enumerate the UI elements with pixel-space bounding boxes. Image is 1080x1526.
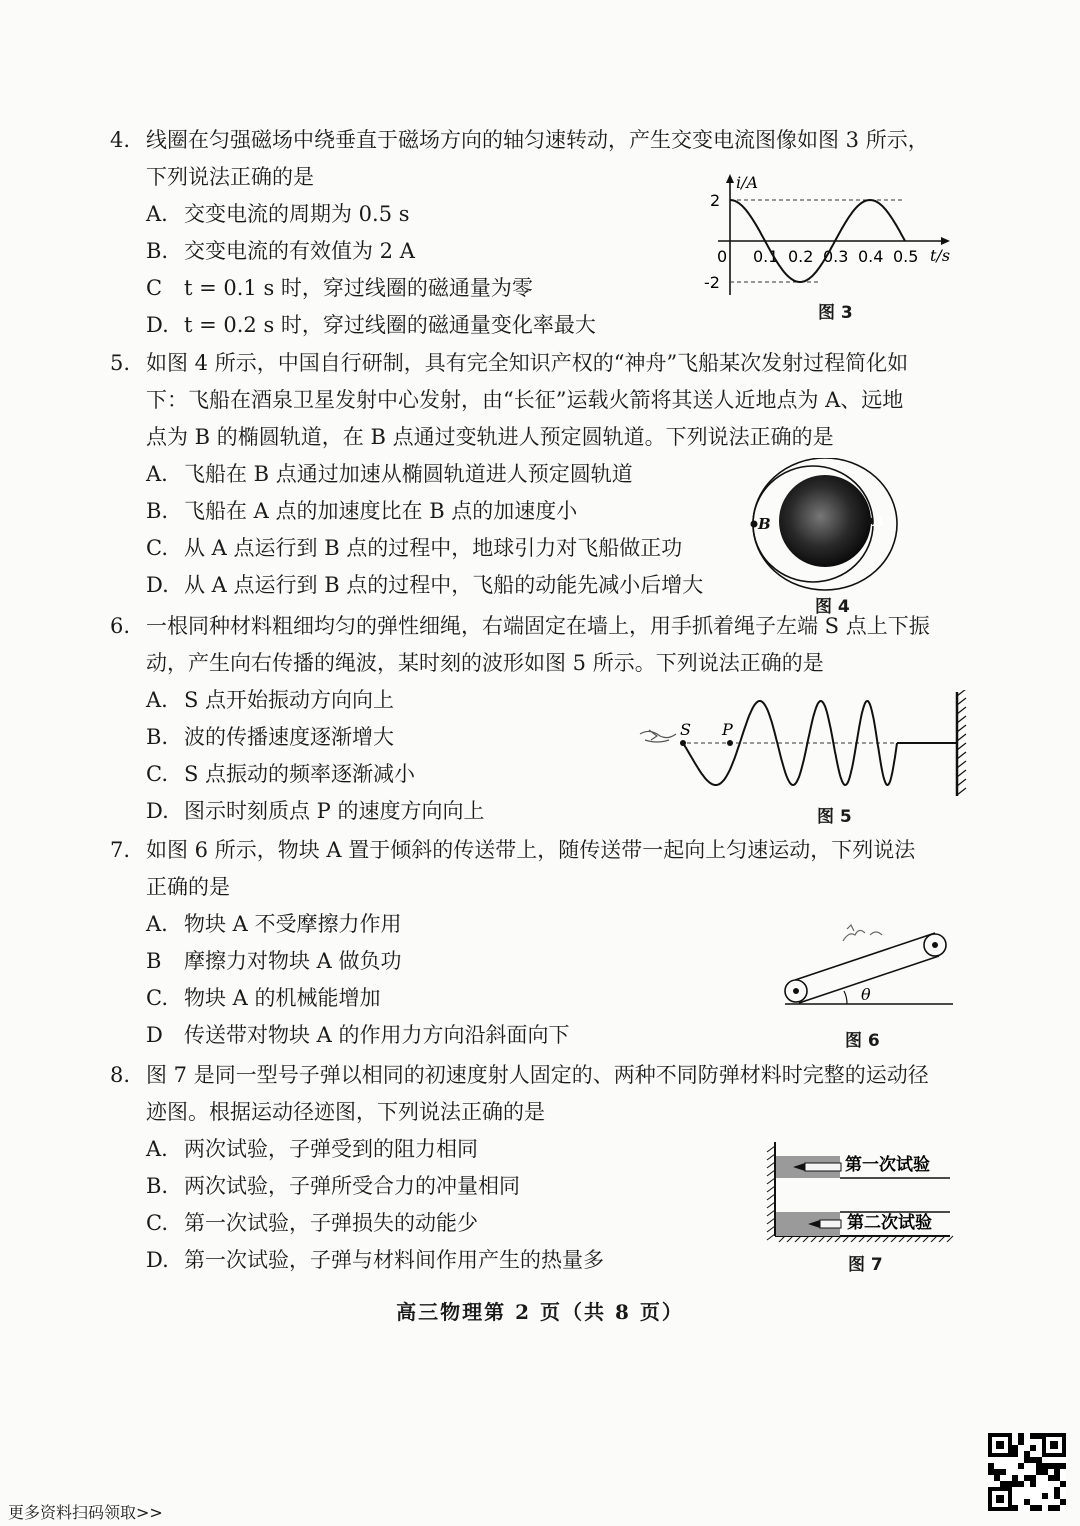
option-b[interactable] xyxy=(146,1168,520,1205)
angle-arc xyxy=(844,991,847,1004)
option-label: C. xyxy=(146,986,168,1010)
qr-cell xyxy=(1012,1451,1018,1457)
option-text: 第一次试验，子弹与材料间作用产生的热量多 xyxy=(184,1248,604,1272)
wall-hatching xyxy=(957,690,966,795)
hatch-line xyxy=(957,788,966,795)
qr-cell xyxy=(1024,1457,1030,1463)
x-tick-label: 0.4 xyxy=(858,247,884,266)
hatch-line xyxy=(957,707,966,714)
figure-3-caption: 图 3 xyxy=(818,303,853,323)
qr-cell xyxy=(1048,1475,1054,1481)
question-stem-line: 迹图。根据运动径迹图，下列说法正确的是 xyxy=(146,1100,545,1124)
hatch-line xyxy=(957,725,966,732)
point-p-dot xyxy=(727,740,733,746)
option-text: 飞船在 B 点通过加速从椭圆轨道进人预定圆轨道 xyxy=(184,462,633,486)
option-text: t = 0.2 s 时，穿过线圈的磁通量变化率最大 xyxy=(184,313,596,337)
option-a[interactable] xyxy=(146,682,394,719)
hatch-line xyxy=(767,1218,775,1224)
figure-7-caption: 图 7 xyxy=(848,1255,883,1275)
material-2-track xyxy=(820,1220,841,1228)
option-d[interactable] xyxy=(146,793,484,830)
hatch-line xyxy=(957,779,966,786)
option-text: 飞船在 A 点的加速度比在 B 点的加速度小 xyxy=(184,499,578,523)
option-label: D. xyxy=(146,1248,169,1272)
qr-cell xyxy=(1024,1499,1030,1505)
option-text: 传送带对物块 A 的作用力方向沿斜面向下 xyxy=(184,1023,570,1047)
x-axis-label: t/s xyxy=(930,246,951,265)
question-stem-line: 图 7 是同一型号子弹以相同的初速度射人固定的、两种不同防弹材料时完整的运动径 xyxy=(146,1063,929,1087)
option-text: 交变电流的有效值为 2 A xyxy=(184,239,415,263)
label-b: B xyxy=(758,515,771,533)
hatch-line xyxy=(767,1178,775,1184)
question-stem-line: 一根同种材料粗细均匀的弹性细绳，右端固定在墙上，用手抓着绳子左端 S 点上下振 xyxy=(146,614,930,638)
option-text: 交变电流的周期为 0.5 s xyxy=(184,202,410,226)
hatch-line xyxy=(957,743,966,750)
qr-cell xyxy=(1042,1493,1048,1499)
y-tick-label: -2 xyxy=(704,273,720,292)
option-label: A. xyxy=(146,912,168,936)
qr-cell xyxy=(1054,1475,1060,1481)
option-text: 图示时刻质点 P 的速度方向向上 xyxy=(184,799,485,823)
figure-6-conveyor-belt xyxy=(775,915,960,1015)
question-stem-line: 正确的是 xyxy=(146,875,230,899)
qr-cell xyxy=(1012,1505,1018,1511)
qr-cell xyxy=(1024,1475,1030,1481)
x-tick-label: 0 xyxy=(717,247,728,266)
hand-sketch xyxy=(640,730,676,742)
figure-7-bullet-tracks xyxy=(765,1138,955,1243)
qr-cell xyxy=(1054,1463,1060,1469)
question-stem-line: 点为 B 的椭圆轨道，在 B 点通过变轨进人预定圆轨道。下列说法正确的是 xyxy=(146,425,834,449)
y-axis-arrow xyxy=(726,174,734,183)
option-text: 摩擦力对物块 A 做负功 xyxy=(184,949,402,973)
hatch-line xyxy=(957,698,966,705)
hatch-line xyxy=(767,1234,775,1240)
angle-label: θ xyxy=(861,985,871,1004)
x-tick-label: 0.3 xyxy=(823,247,849,266)
material-1-track xyxy=(805,1163,841,1171)
figure-6-caption: 图 6 xyxy=(845,1031,880,1051)
qr-cell xyxy=(1060,1499,1066,1505)
option-label: D. xyxy=(146,799,169,823)
qr-cell xyxy=(1054,1505,1060,1511)
point-s-dot xyxy=(680,740,686,746)
qr-cell xyxy=(1012,1445,1018,1451)
option-b[interactable] xyxy=(146,493,577,530)
option-a[interactable] xyxy=(146,456,633,493)
qr-cell xyxy=(1048,1463,1054,1469)
qr-cell xyxy=(1042,1463,1048,1469)
option-label: C xyxy=(146,276,163,300)
qr-cell xyxy=(1060,1463,1066,1469)
qr-cell xyxy=(1030,1475,1036,1481)
option-d[interactable] xyxy=(146,567,703,604)
option-text: 物块 A 的机械能增加 xyxy=(184,986,381,1010)
qr-cell xyxy=(1048,1505,1054,1511)
qr-cell xyxy=(1012,1481,1018,1487)
label-p: P xyxy=(722,720,733,739)
option-c[interactable] xyxy=(146,270,533,307)
option-label: C. xyxy=(146,1211,168,1235)
qr-cell xyxy=(1030,1445,1036,1451)
option-label: C. xyxy=(146,762,168,786)
question-number: 5. xyxy=(110,351,131,375)
belt-top xyxy=(795,933,935,980)
option-label: C. xyxy=(146,536,168,560)
option-text: t = 0.1 s 时，穿过线圈的磁通量为零 xyxy=(184,276,533,300)
option-text: S 点振动的频率逐渐减小 xyxy=(184,762,416,786)
option-c[interactable] xyxy=(146,756,415,793)
figure-4-orbits xyxy=(745,458,905,598)
qr-cell xyxy=(1054,1487,1060,1493)
option-a[interactable] xyxy=(146,906,402,943)
hatch-line xyxy=(767,1194,775,1200)
question-number: 6. xyxy=(110,614,131,638)
question-number: 8. xyxy=(110,1063,131,1087)
qr-cell xyxy=(1018,1433,1024,1439)
qr-cell xyxy=(1036,1457,1042,1463)
hatch-line xyxy=(957,761,966,768)
option-a[interactable] xyxy=(146,1131,478,1168)
option-d[interactable] xyxy=(146,307,596,344)
question-stem-line: 如图 6 所示，物块 A 置于倾斜的传送带上，随传送带一起向上匀速运动，下列说法 xyxy=(146,838,916,862)
qr-cell xyxy=(994,1475,1000,1481)
x-tick-label: 0.5 xyxy=(893,247,919,266)
option-text: S 点开始振动方向向上 xyxy=(184,688,395,712)
qr-cell xyxy=(1036,1433,1042,1439)
figure-5-rope-wave xyxy=(635,690,970,800)
option-label: A. xyxy=(146,688,168,712)
qr-cell xyxy=(1036,1463,1042,1469)
figure-4-caption: 图 4 xyxy=(815,597,850,617)
hatch-line xyxy=(767,1210,775,1216)
figure-3-current-graph xyxy=(700,170,960,300)
option-label: D. xyxy=(146,313,169,337)
qr-cell xyxy=(1000,1481,1006,1487)
qr-cell xyxy=(1018,1439,1024,1445)
hatch-line xyxy=(767,1226,775,1232)
question-number: 4. xyxy=(110,128,131,152)
figure-5-caption: 图 5 xyxy=(817,807,852,827)
qr-cell xyxy=(994,1469,1000,1475)
option-text: 第一次试验，子弹损失的动能少 xyxy=(184,1211,478,1235)
hatch-line xyxy=(767,1170,775,1176)
option-a[interactable] xyxy=(146,196,410,233)
question-stem-line: 如图 4 所示，中国自行研制，具有完全知识产权的“神舟”飞船某次发射过程简化如 xyxy=(146,351,909,375)
trial-1-label: 第一次试验 xyxy=(845,1155,930,1175)
qr-cell xyxy=(1012,1475,1018,1481)
qr-cell xyxy=(1036,1469,1042,1475)
hatch-line xyxy=(957,734,966,741)
right-pulley-axle xyxy=(932,942,938,948)
question-stem-line: 下列说法正确的是 xyxy=(146,165,314,189)
option-d[interactable] xyxy=(146,1242,604,1279)
hatch-line xyxy=(957,770,966,777)
option-b[interactable] xyxy=(146,943,402,980)
option-label: B xyxy=(146,949,162,973)
option-text: 波的传播速度逐渐增大 xyxy=(184,725,394,749)
hatch-line xyxy=(767,1146,775,1152)
y-axis-label: i/A xyxy=(736,173,759,192)
earth xyxy=(779,475,871,567)
option-label: D xyxy=(146,1023,163,1047)
qr-cell xyxy=(1018,1463,1024,1469)
option-c[interactable] xyxy=(146,980,381,1017)
hatch-line xyxy=(767,1202,775,1208)
qr-cell xyxy=(1054,1493,1060,1499)
qr-cell xyxy=(988,1469,994,1475)
hatch-line xyxy=(957,752,966,759)
option-label: A. xyxy=(146,1137,168,1161)
question-number: 7. xyxy=(110,838,131,862)
option-b[interactable] xyxy=(146,719,394,756)
label-s: S xyxy=(680,720,691,739)
option-b[interactable] xyxy=(146,233,415,270)
option-d[interactable] xyxy=(146,1017,570,1054)
qr-cell xyxy=(1024,1451,1030,1457)
option-text: 从 A 点运行到 B 点的过程中，飞船的动能先减小后增大 xyxy=(184,573,704,597)
hatch-line xyxy=(957,716,966,723)
question-stem-line: 动，产生向右传播的绳波，某时刻的波形如图 5 所示。下列说法正确的是 xyxy=(146,651,824,675)
option-label: D. xyxy=(146,573,169,597)
qr-cell xyxy=(1000,1469,1006,1475)
option-label: A. xyxy=(146,462,168,486)
qr-cell xyxy=(1030,1505,1036,1511)
qr-cell xyxy=(1030,1433,1036,1439)
hatch-line xyxy=(767,1186,775,1192)
option-label: A. xyxy=(146,202,168,226)
option-c[interactable] xyxy=(146,530,682,567)
option-label: B. xyxy=(146,725,169,749)
option-label: B. xyxy=(146,1174,169,1198)
qr-cell xyxy=(1036,1505,1042,1511)
qr-cell xyxy=(1030,1457,1036,1463)
option-c[interactable] xyxy=(146,1205,478,1242)
question-stem-line: 线圈在匀强磁场中绕垂直于磁场方向的轴匀速转动，产生交变电流图像如图 3 所示， xyxy=(146,128,929,152)
qr-cell xyxy=(1042,1469,1048,1475)
trial-2-label: 第二次试验 xyxy=(847,1213,932,1233)
more-resources-link[interactable]: 更多资料扫码领取>> xyxy=(8,1503,163,1522)
option-label: B. xyxy=(146,499,169,523)
hatch-line xyxy=(767,1154,775,1160)
label-a: A xyxy=(873,512,885,530)
option-text: 从 A 点运行到 B 点的过程中，地球引力对飞船做正功 xyxy=(184,536,683,560)
block-a-sketch xyxy=(843,925,882,941)
option-text: 两次试验，子弹受到的阻力相同 xyxy=(184,1137,478,1161)
qr-cell xyxy=(1060,1481,1066,1487)
page-footer: 高三物理第 2 页（共 8 页） xyxy=(396,1300,684,1324)
x-tick-label: 0.2 xyxy=(788,247,814,266)
option-text: 物块 A 不受摩擦力作用 xyxy=(184,912,402,936)
hatch-line xyxy=(957,690,966,696)
qr-cell xyxy=(1006,1481,1012,1487)
qr-cell xyxy=(1018,1481,1024,1487)
left-pulley-axle xyxy=(793,988,799,994)
qr-cell xyxy=(1054,1469,1060,1475)
question-stem-line: 下：飞船在酒泉卫星发射中心发射，由“长征”运载火箭将其送人近地点为 A、远地 xyxy=(146,388,904,412)
x-axis-arrow xyxy=(941,237,950,245)
qr-code-icon[interactable] xyxy=(988,1433,1066,1511)
qr-cell xyxy=(1030,1481,1036,1487)
qr-cell xyxy=(988,1463,994,1469)
hatch-line xyxy=(767,1162,775,1168)
option-text: 两次试验，子弹所受合力的冲量相同 xyxy=(184,1174,520,1198)
y-tick-label: 2 xyxy=(710,191,721,210)
x-tick-label: 0.1 xyxy=(753,247,779,266)
option-label: B. xyxy=(146,239,169,263)
point-b-dot xyxy=(751,521,758,528)
